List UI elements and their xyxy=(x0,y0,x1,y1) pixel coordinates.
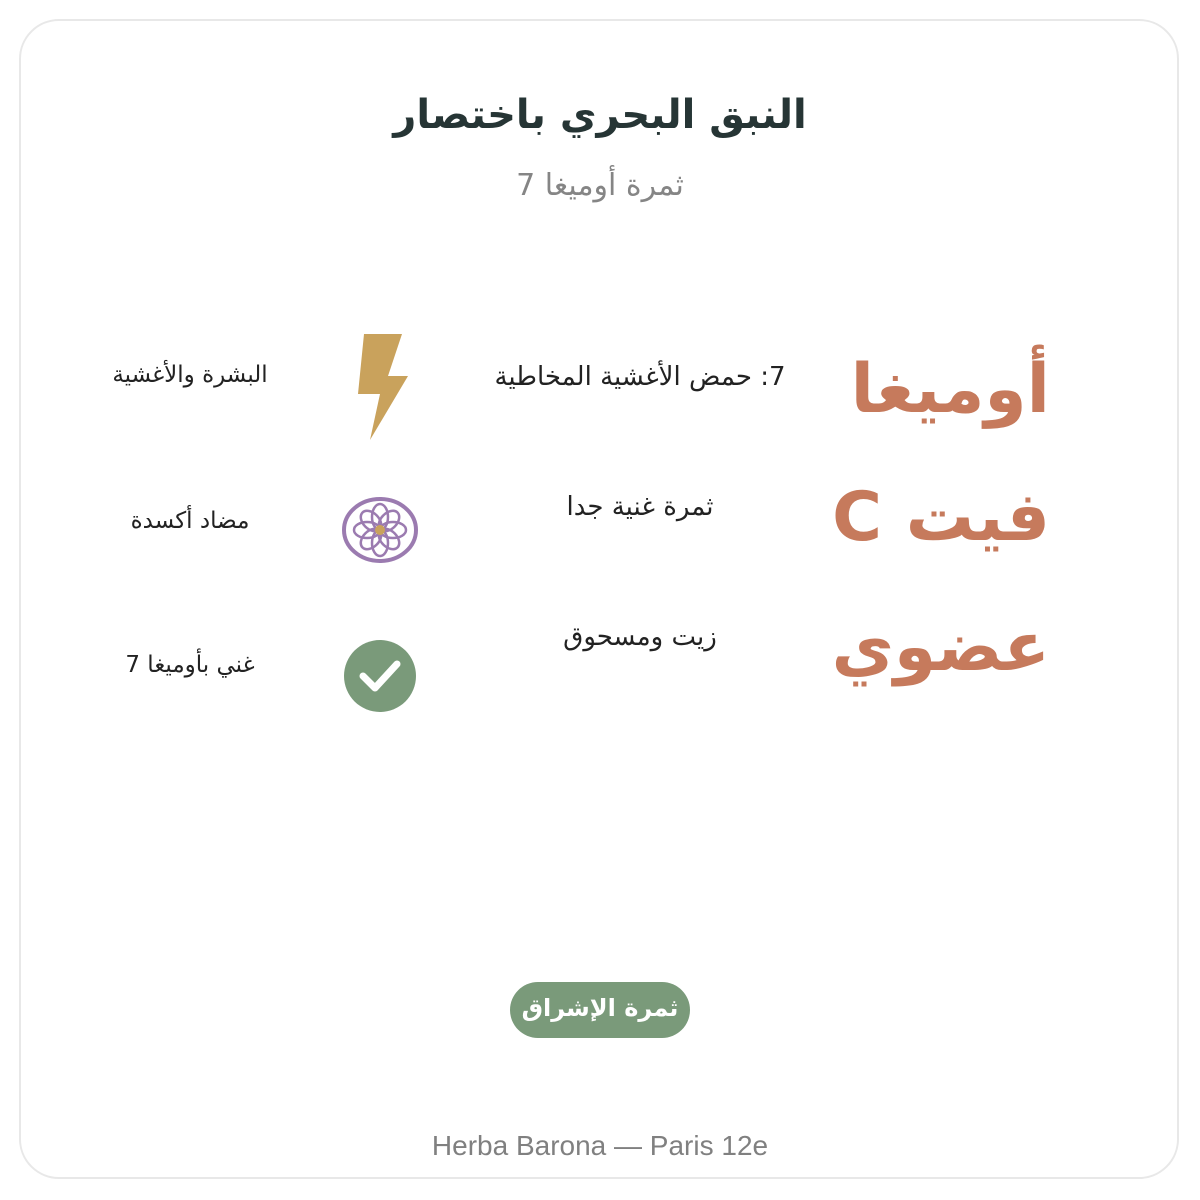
row-description-organic: زيت ومسحوق xyxy=(563,622,717,652)
row-word-organic: عضوي xyxy=(831,608,1050,687)
row-label-organic: غني بأوميغا 7 xyxy=(125,652,255,678)
row-description-vitc: ثمرة غنية جدا xyxy=(566,492,714,522)
row-description-omega: 7: حمض الأغشية المخاطية xyxy=(494,362,786,392)
row-word-vitc: فيت C xyxy=(832,478,1050,557)
lightning-bolt-icon xyxy=(340,332,420,442)
checkmark-circle-icon xyxy=(340,638,420,714)
row-word-omega: أوميغا xyxy=(850,350,1050,429)
cta-button[interactable]: ثمرة الإشراق xyxy=(510,982,690,1038)
row-label-vitc: مضاد أكسدة xyxy=(130,508,250,534)
floral-rosette-icon xyxy=(340,495,420,565)
page-subtitle: ثمرة أوميغا 7 xyxy=(516,168,684,203)
page-title: النبق البحري باختصار xyxy=(393,92,807,138)
footer-text: Herba Barona — Paris 12e xyxy=(431,1130,769,1161)
row-label-omega: البشرة والأغشية xyxy=(112,362,268,388)
